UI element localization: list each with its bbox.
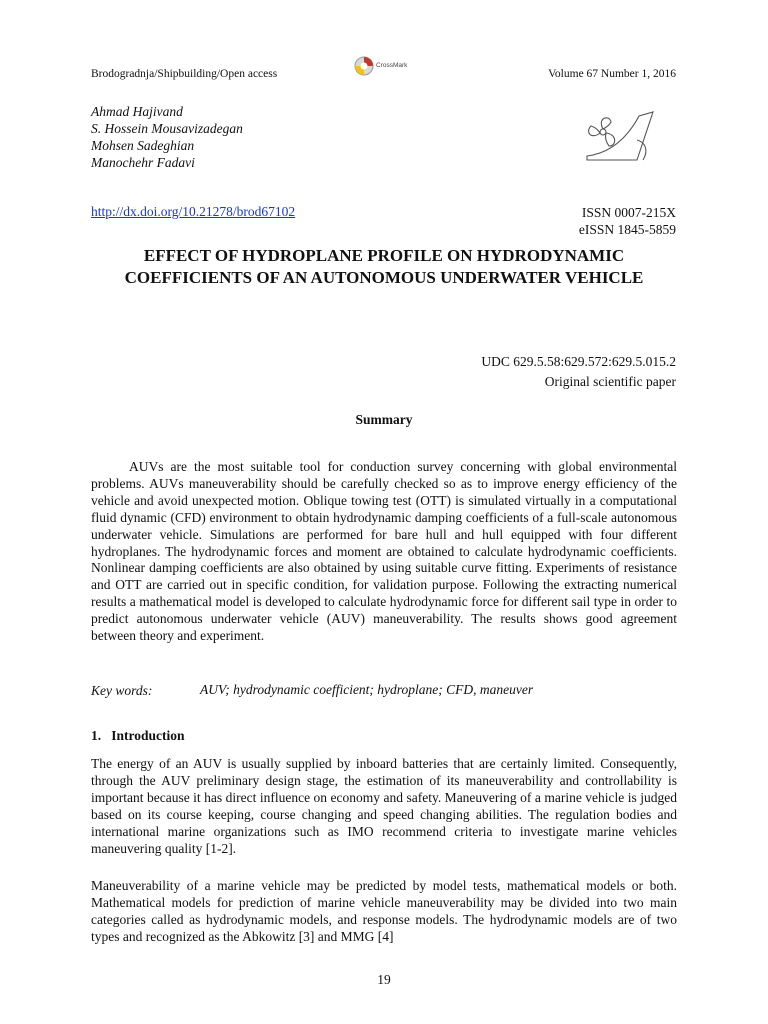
section-heading: 1. Introduction <box>91 728 185 743</box>
issn-block <box>579 204 676 238</box>
author-name: Manochehr Fadavi <box>91 155 195 170</box>
doi-link[interactable]: http://dx.doi.org/10.21278/brod67102 <box>91 204 296 219</box>
summary-paragraph: AUVs are the most suitable tool for conduction survey concerning with global environmental problems. AUVs maneuverability should be carefully checked so as to improve energy efficiency of the vehicle and avoid unexpected motion. Oblique towing test (OTT) is simulated virtually in a computational fluid dynamic (CFD) environment to obtain hydrodynamic damping coefficients of a full-scale autonomous underwater vehicle. Simulations are performed for bare hull and hull equipped with four different hydroplanes. The hydrodynamic forces and moment are obtained to calculate hydrodynamic coefficients. Nonlinear damping coefficients are also obtained by using suitable curve fitting. Experiments of resistance and OTT are carried out in specific condition, for validation purpose. Following the extracting numerical results a mathematical model is developed to calculate hydrodynamic force for different sail type in order to predict autonomous underwater vehicle (AUV) maneuverability. The results shows good agreement between theory and experiment. <box>91 459 677 644</box>
title-line: COEFFICIENTS OF AN AUTONOMOUS UNDERWATER VEHICLE <box>124 268 644 287</box>
journal-name: Brodogradnja/Shipbuilding/Open access <box>91 68 278 80</box>
summary-heading: Summary <box>355 412 413 427</box>
author-list <box>91 103 243 171</box>
udc-code: UDC 629.5.58:629.572:629.5.015.2 <box>481 354 676 369</box>
keywords-row <box>91 682 677 700</box>
issn: ISSN 0007-215X <box>581 205 676 220</box>
title-line: EFFECT OF HYDROPLANE PROFILE ON HYDRODYNAMIC <box>143 246 625 265</box>
paper-type: Original scientific paper <box>544 374 676 389</box>
crossmark-label: CrossMark <box>376 62 408 69</box>
intro-paragraph: Maneuverability of a marine vehicle may be predicted by model tests, mathematical models or both. Mathematical models for prediction of marine vehicle maneuverability may be divided into two main categories called as hydrodynamic models, and response models. The hydrodynamic models are of two types and recognized as the Abkowitz [3] and MMG [4] <box>91 878 677 944</box>
page-number: 19 <box>377 972 391 987</box>
propeller-ship-logo-icon <box>583 110 659 166</box>
paper-title <box>60 245 708 289</box>
volume-info: Volume 67 Number 1, 2016 <box>548 68 676 80</box>
author-name: S. Hossein Mousavizadegan <box>91 121 243 136</box>
intro-paragraph: The energy of an AUV is usually supplied by inboard batteries that are certainly limited. Consequently, through the AUV preliminary design stage, the estimation of its maneuverability and controllability is important because it has direct influence on economy and safety. Maneuvering of a marine vehicle is judged based on its course keeping, course changing and speed changing abilities. The regulation bodies and international marine organizations such as IMO recommend criteria to investigate marine vehicles maneuvering quality [1-2]. <box>91 756 677 856</box>
udc-block <box>481 352 676 392</box>
keywords-text: AUV; hydrodynamic coefficient; hydroplane; CFD, maneuver <box>200 682 534 697</box>
keywords-label: Key words: <box>91 683 153 698</box>
journal-logo <box>583 110 659 166</box>
eissn: eISSN 1845-5859 <box>578 222 676 237</box>
author-name: Mohsen Sadeghian <box>91 138 195 153</box>
crossmark-logo[interactable] <box>354 54 414 78</box>
author-name: Ahmad Hajivand <box>91 104 183 119</box>
